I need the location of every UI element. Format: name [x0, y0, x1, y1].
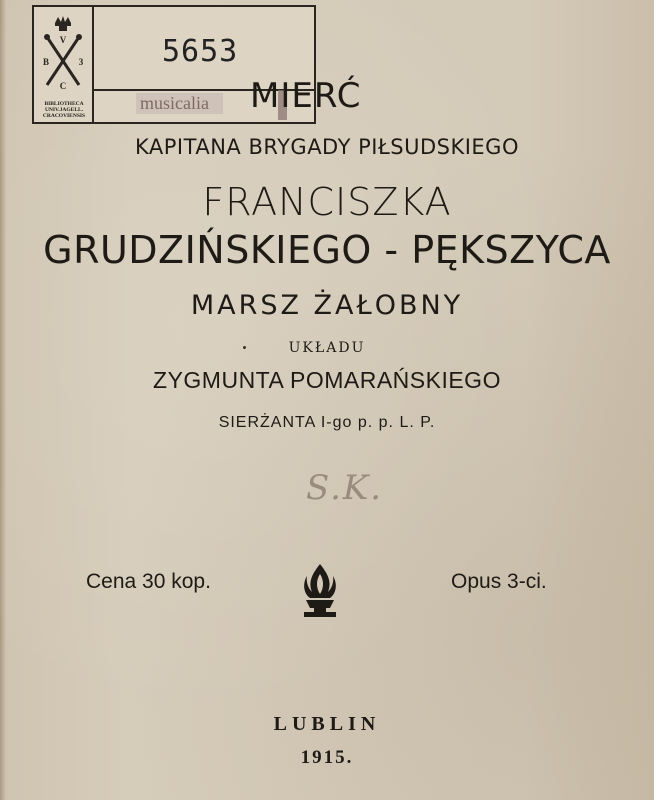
title-line-march: MARSZ ŻAŁOBNY	[190, 290, 464, 321]
stamp-letter-b: B	[42, 57, 50, 67]
title-line-surname: GRUDZIŃSKIEGO - PĘKSZYCA	[43, 228, 611, 272]
arrangement-label: UKŁADU	[288, 340, 366, 356]
title-line-captain: KAPITANA BRYGADY PIŁSUDSKIEGO	[135, 135, 519, 159]
stamp-letter-3: 3	[78, 57, 84, 67]
stamp-letter-c: C	[59, 81, 67, 91]
composer-rank: SIERŻANTA I-go p. p. L. P.	[218, 414, 436, 431]
shelf-number: 5653	[162, 34, 239, 69]
library-line-3: CRACOVIENSIS	[42, 113, 86, 119]
publication-year: 1915.	[300, 747, 354, 768]
eternal-flame-urn-icon	[298, 562, 342, 620]
opus-label: Opus 3-ci.	[451, 570, 547, 593]
collection-label: musicalia	[136, 93, 223, 114]
crossed-scepters-crest-icon	[41, 15, 85, 97]
title-word-smierc: MIERĆ	[250, 76, 362, 116]
library-name	[36, 101, 92, 119]
handwritten-note: S.K.	[306, 468, 384, 508]
composer-name: ZYGMUNTA POMARAŃSKIEGO	[153, 367, 501, 393]
page-edge	[0, 0, 6, 800]
library-line-2: UNIV.JAGELL.	[44, 107, 84, 113]
price-label: Cena 30 kop.	[86, 570, 211, 593]
library-line-1: BIBLIOTHECA	[44, 101, 84, 107]
stamp-emblem	[34, 7, 94, 122]
title-line-franciszka: FRANCISZKA	[202, 180, 452, 224]
stamp-letter-v: V	[59, 35, 67, 45]
publication-city: LUBLIN	[273, 713, 381, 735]
